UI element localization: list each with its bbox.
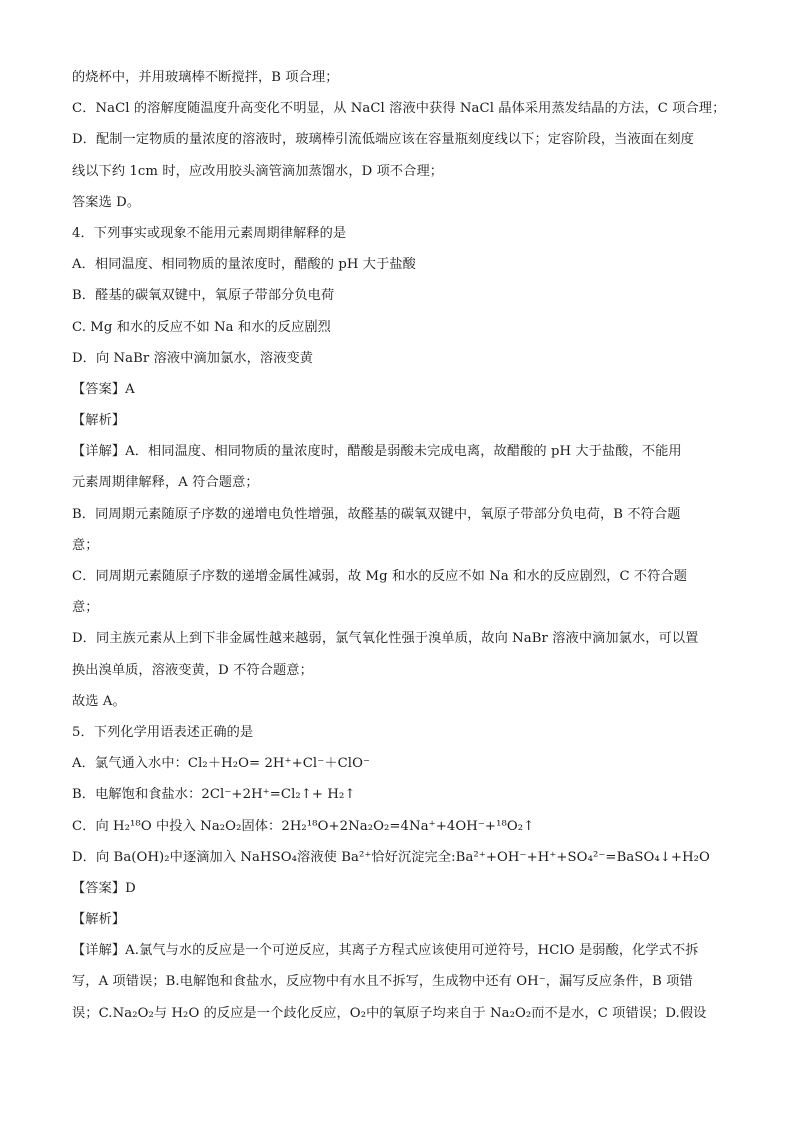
text-line: 【详解】A．相同温度、相同物质的量浓度时，醋酸是弱酸未完成电离，故醋酸的 pH 大于盐酸，不能用 xyxy=(72,444,682,460)
question-5-option-d: D．向 Ba(OH)₂中逐滴加入 NaHSO₄溶液使 Ba²⁺恰好沉淀完全:Ba²⁺+OH⁻+H⁺+SO₄²⁻=BaSO₄↓+H₂O xyxy=(72,849,710,865)
text-line: 故选 A。 xyxy=(72,693,126,709)
text-line: 线以下约 1cm 时，应改用胶头滴管滴加蒸馏水，D 项不合理； xyxy=(72,163,444,179)
text-line: B．同周期元素随原子序数的递增电负性增强，故醛基的碳氧双键中，氧原子带部分负电荷，B 不符合题 xyxy=(72,506,681,522)
text-line: 意； xyxy=(72,600,99,616)
answer-label: 【答案】A xyxy=(72,381,135,397)
text-line: 换出溴单质，溶液变黄，D 不符合题意； xyxy=(72,662,313,678)
document-page xyxy=(72,62,742,1029)
question-4-option-d: D．向 NaBr 溶液中滴加氯水，溶液变黄 xyxy=(72,350,314,366)
answer-label: 【答案】D xyxy=(72,880,136,896)
text-line: D．同主族元素从上到下非金属性越来越弱，氯气氧化性强于溴单质，故向 NaBr 溶液中滴加氯水，可以置 xyxy=(72,631,699,647)
question-4-option-a: A．相同温度、相同物质的量浓度时，醋酸的 pH 大于盐酸 xyxy=(72,257,416,273)
question-5-option-c: C．向 H₂¹⁸O 中投入 Na₂O₂固体：2H₂¹⁸O+2Na₂O₂=4Na⁺+4OH⁻+¹⁸O₂↑ xyxy=(72,818,535,834)
question-4-stem: 4．下列事实或现象不能用元素周期律解释的是 xyxy=(72,225,347,241)
question-5-option-a: A．氯气通入水中：Cl₂＋H₂O= 2H⁺+Cl⁻＋ClO⁻ xyxy=(72,756,371,772)
text-line: C．NaCl 的溶解度随温度升高变化不明显，从 NaCl 溶液中获得 NaCl 晶体采用蒸发结晶的方法，C 项合理； xyxy=(72,101,726,117)
text-line: 误；C.Na₂O₂与 H₂O 的反应是一个歧化反应，O₂中的氧原子均来自于 Na₂O₂而不是水，C 项错误；D.假设 xyxy=(72,1005,707,1021)
analysis-label: 【解析】 xyxy=(72,413,126,429)
text-line: 意； xyxy=(72,537,99,553)
text-line: C．同周期元素随原子序数的递增金属性减弱，故 Mg 和水的反应不如 Na 和水的反应剧烈，C 不符合题 xyxy=(72,569,688,584)
question-4-option-b: B．醛基的碳氧双键中，氧原子带部分负电荷 xyxy=(72,288,335,304)
question-4-option-c: C. Mg 和水的反应不如 Na 和水的反应剧烈 xyxy=(72,319,331,335)
analysis-label: 【解析】 xyxy=(72,912,126,928)
text-line: 写，A 项错误；B.电解饱和食盐水，反应物中有水且不拆写，生成物中还有 OH⁻，漏写反应条件，B 项错 xyxy=(72,974,693,990)
question-5-option-b: B．电解饱和食盐水：2Cl⁻+2H⁺=Cl₂↑+ H₂↑ xyxy=(72,787,356,803)
text-line: D．配制一定物质的量浓度的溶液时，玻璃棒引流低端应该在容量瓶刻度线以下；定容阶段，当液面在刻度 xyxy=(72,132,694,148)
question-5-stem: 5．下列化学用语表述正确的是 xyxy=(72,724,254,740)
text-line: 的烧杯中，并用玻璃棒不断搅拌，B 项合理； xyxy=(72,70,339,85)
text-line: 答案选 D。 xyxy=(72,194,141,210)
text-line: 【详解】A.氯气与水的反应是一个可逆反应，其离子方程式应该使用可逆符号，HClO 是弱酸，化学式不拆 xyxy=(72,943,699,959)
text-line: 元素周期律解释，A 符合题意； xyxy=(72,475,259,491)
